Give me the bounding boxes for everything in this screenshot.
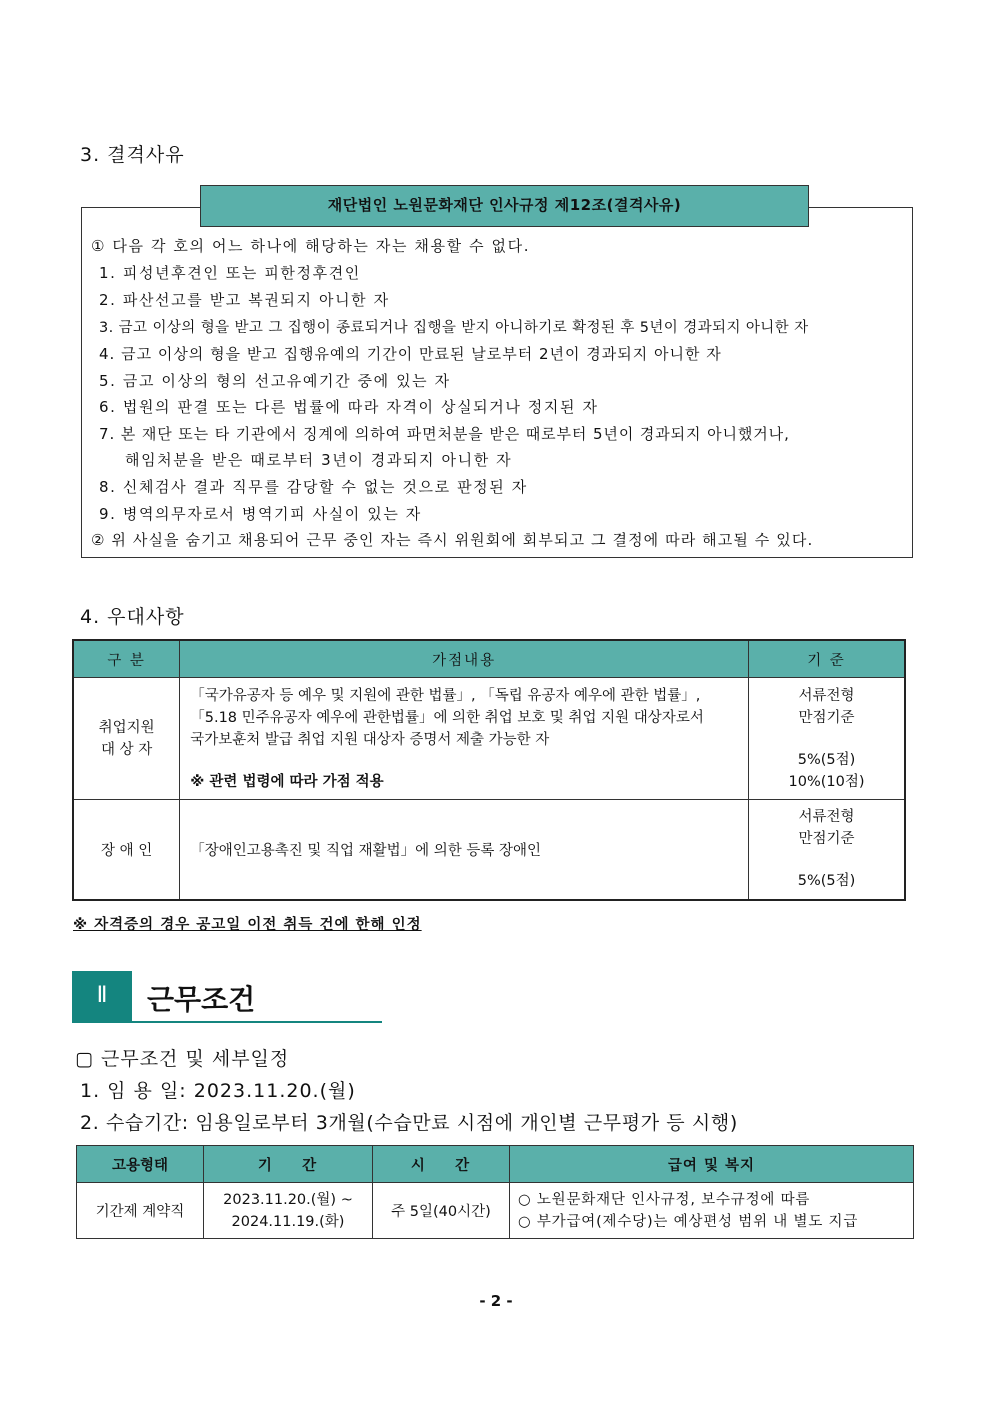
chapter-underline xyxy=(72,1021,382,1023)
section-4-heading: 4. 우대사항 xyxy=(80,606,185,628)
employment-period: 2023.11.20.(월) ~ 2024.11.19.(화) xyxy=(204,1183,373,1239)
preference-table xyxy=(72,639,906,901)
table-row xyxy=(73,800,905,900)
employment-table xyxy=(76,1145,914,1239)
rule-line-11: 9. 병역의무자로서 병역기피 사실이 있는 자 xyxy=(99,505,422,523)
rule-line-4: 3. 금고 이상의 형을 받고 그 집행이 종료되거나 집행을 받지 아니하기로 확정된 후 5년이 경과되지 아니한 자 xyxy=(99,320,809,336)
employment-type: 기간제 계약직 xyxy=(77,1183,204,1239)
employment-hours: 주 5일(40시간) xyxy=(373,1183,510,1239)
header-benefits: 급여 및 복지 xyxy=(510,1146,914,1183)
header-category: 구 분 xyxy=(73,640,180,678)
header-period: 기 간 xyxy=(204,1146,373,1183)
row1-category: 취업지원 대 상 자 xyxy=(73,678,180,800)
start-date-item: 1. 임 용 일: 2023.11.20.(월) xyxy=(80,1080,356,1102)
rule-line-9: 해임처분을 받은 때로부터 3년이 경과되지 아니한 자 xyxy=(125,451,513,469)
table-row xyxy=(77,1183,914,1239)
rule-line-7: 6. 법원의 판결 또는 다른 법률에 따라 자격이 상실되거나 정지된 자 xyxy=(99,398,599,416)
certificate-footnote: ※ 자격증의 경우 공고일 이전 취득 건에 한해 인정 xyxy=(73,917,422,933)
row2-category: 장 애 인 xyxy=(73,800,180,900)
rule-line-8: 7. 본 재단 또는 타 기관에서 징계에 의하여 파면처분을 받은 때로부터 5년이 경과되지 아니했거나, xyxy=(99,425,790,443)
rule-line-12: ② 위 사실을 숨기고 채용되어 근무 중인 자는 즉시 위원회에 회부되고 그 결정에 따라 해고될 수 있다. xyxy=(91,531,814,549)
rule-line-5: 4. 금고 이상의 형을 받고 집행유예의 기간이 만료된 날로부터 2년이 경과되지 아니한 자 xyxy=(99,345,722,363)
page-number: - 2 - xyxy=(479,1292,513,1310)
work-conditions-heading: ▢ 근무조건 및 세부일정 xyxy=(75,1048,290,1070)
header-hours: 시 간 xyxy=(373,1146,510,1183)
row1-content: 「국가유공자 등 예우 및 지원에 관한 법률」, 「독립 유공자 예우에 관한 법률」, 「5.18 민주유공자 예우에 관한법률」에 의한 취업 보호 및 취업 지원 대상자로서 국가보훈처 발급 취업 지원 대상자 증명서 제출 가능한 자 ※ 관련 법령에 따라 가점 적용 xyxy=(180,678,749,800)
chapter-title: 근무조건 xyxy=(147,983,256,1016)
employment-benefits: ○ 노원문화재단 인사규정, 보수규정에 따름 ○ 부가급여(제수당)는 예상편성 범위 내 별도 지급 xyxy=(510,1183,914,1239)
rule-line-3: 2. 파산선고를 받고 복권되지 아니한 자 xyxy=(99,291,390,309)
disqualification-box-title: 재단법인 노원문화재단 인사규정 제12조(결격사유) xyxy=(200,185,809,227)
probation-item: 2. 수습기간: 임용일로부터 3개월(수습만료 시점에 개인별 근무평가 등 시행) xyxy=(80,1112,738,1134)
row1-note: ※ 관련 법령에 따라 가점 적용 xyxy=(190,773,384,790)
row2-criteria: 서류전형 만점기준 5%(5점) xyxy=(749,800,905,900)
rule-line-1: ① 다음 각 호의 어느 하나에 해당하는 자는 채용할 수 없다. xyxy=(91,237,531,255)
row1-criteria: 서류전형 만점기준 5%(5점) 10%(10점) xyxy=(749,678,905,800)
header-criteria: 기 준 xyxy=(749,640,905,678)
rule-line-10: 8. 신체검사 결과 직무를 감당할 수 없는 것으로 판정된 자 xyxy=(99,478,528,496)
header-content: 가점내용 xyxy=(180,640,749,678)
rule-line-2: 1. 피성년후견인 또는 피한정후견인 xyxy=(99,264,361,282)
header-employment-type: 고용형태 xyxy=(77,1146,204,1183)
section-3-heading: 3. 결격사유 xyxy=(80,144,185,166)
chapter-number-badge: Ⅱ xyxy=(72,971,132,1022)
rule-line-6: 5. 금고 이상의 형의 선고유예기간 중에 있는 자 xyxy=(99,372,451,390)
table-row xyxy=(73,678,905,800)
row2-content: 「장애인고용촉진 및 직업 재활법」에 의한 등록 장애인 xyxy=(180,800,749,900)
